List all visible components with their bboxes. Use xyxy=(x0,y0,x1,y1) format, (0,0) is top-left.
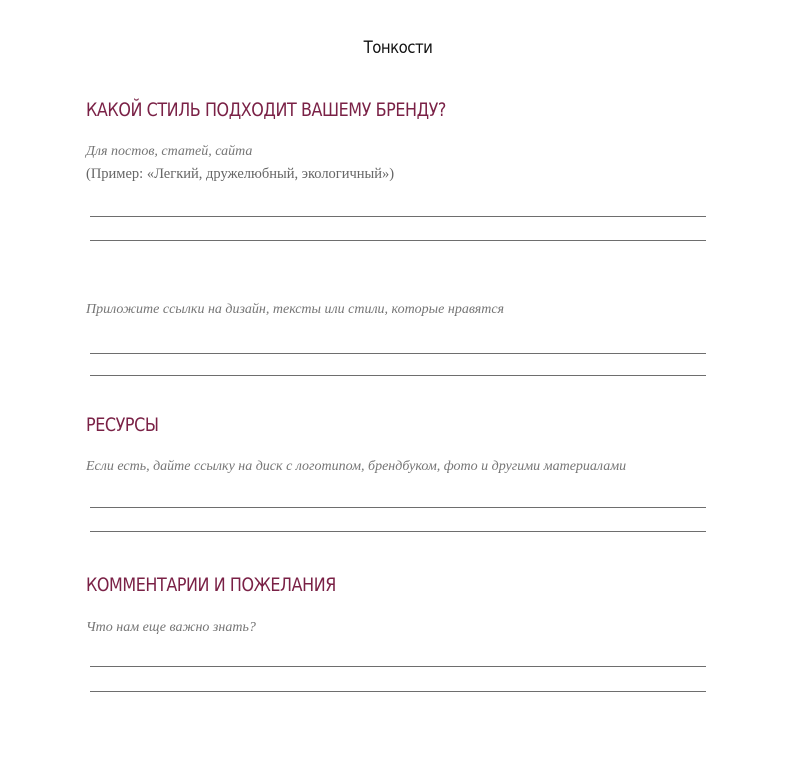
section-heading-style: КАКОЙ СТИЛЬ ПОДХОДИТ ВАШЕМУ БРЕНДУ? xyxy=(86,99,446,121)
answer-line-resources-1[interactable] xyxy=(90,507,706,508)
page-title: Тонкости xyxy=(363,38,433,58)
hint-comments: Что нам еще важно знать? xyxy=(86,620,256,635)
answer-line-style-1[interactable] xyxy=(90,216,706,217)
hint-style-usage: Для постов, статей, сайта xyxy=(86,144,253,159)
answer-line-links-1[interactable] xyxy=(90,353,706,354)
answer-line-style-2[interactable] xyxy=(90,240,706,241)
answer-line-comments-2[interactable] xyxy=(90,691,706,692)
example-text: (Пример: «Легкий, дружелюбный, экологичный») xyxy=(86,166,395,182)
answer-line-resources-2[interactable] xyxy=(90,531,706,532)
hint-reference-links: Приложите ссылки на дизайн, тексты или стили, которые нравятся xyxy=(86,302,505,317)
section-heading-comments: КОММЕНТАРИИ И ПОЖЕЛАНИЯ xyxy=(86,574,336,596)
section-heading-resources: РЕСУРСЫ xyxy=(86,414,159,436)
hint-resources: Если есть, дайте ссылку на диск с логотипом, брендбуком, фото и другими материалами xyxy=(86,459,627,474)
answer-line-links-2[interactable] xyxy=(90,375,706,376)
answer-line-comments-1[interactable] xyxy=(90,666,706,667)
